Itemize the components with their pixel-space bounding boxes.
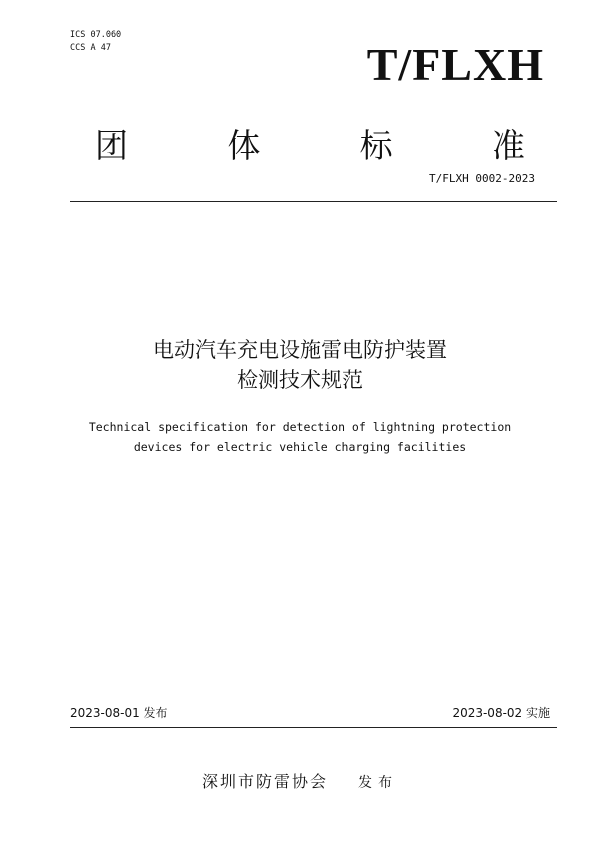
publisher-name: 深圳市防雷协会 — [201, 772, 328, 791]
implementation-date: 2023-08-02 实施 — [452, 706, 550, 720]
publisher — [0, 770, 600, 795]
standard-type-char: 团 — [95, 126, 128, 165]
standard-type-char: 体 — [227, 126, 261, 165]
ics-code: ICS 07.060 — [70, 30, 122, 40]
title-en-line1: Technical specification for detection of lightning protection — [88, 420, 512, 434]
top-divider — [70, 201, 557, 202]
title-en-line2: devices for electric vehicle charging facilities — [133, 440, 467, 454]
standard-type-char: 标 — [359, 126, 393, 165]
standard-type-char: 准 — [491, 126, 525, 165]
issue-date: 2023-08-01 发布 — [70, 706, 168, 720]
title-cn-line1: 电动汽车充电设施雷电防护装置 — [153, 338, 447, 362]
ccs-code: CCS A 47 — [70, 43, 111, 53]
publisher-action: 发布 — [358, 775, 398, 791]
standard-brand: T/FLXH — [366, 39, 544, 90]
title-cn-line2: 检测技术规范 — [237, 368, 363, 392]
standard-type — [95, 124, 525, 168]
standard-number: T/FLXH 0002-2023 — [429, 172, 535, 185]
bottom-divider — [70, 727, 557, 728]
